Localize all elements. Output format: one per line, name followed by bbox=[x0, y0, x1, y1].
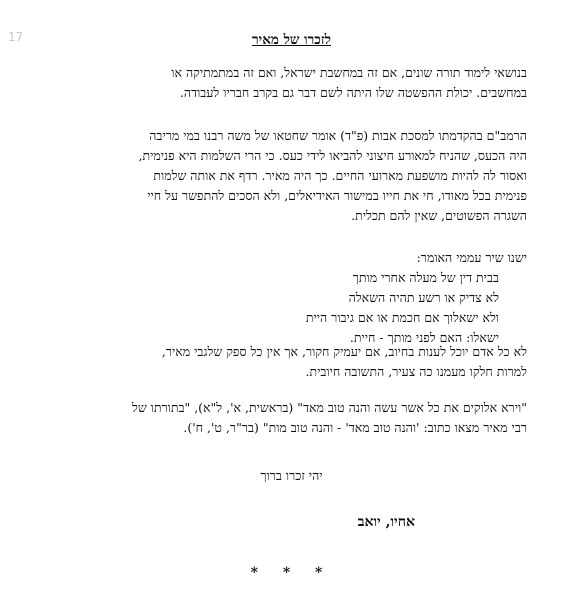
text-line: השגרה הפשוטים, שאין להם תכלית. bbox=[351, 208, 527, 223]
page-title: לזכרו של מאיר bbox=[252, 32, 331, 48]
text-line: בנושאי לימוד תורה שונים, אם זה במחשבת ישראל, ואם זה במתמתיקה או bbox=[171, 65, 527, 80]
paragraph-answer bbox=[37, 342, 527, 382]
text-line: היה הכעס, שהניח למאורע חיצוני להביאו לידי כעס. כי הרי השלמות היא פנימית, bbox=[138, 148, 527, 163]
poem-line: ולא ישאלוך אם חכמת או אם גיבור היית bbox=[305, 310, 499, 325]
poem-line: לא צדיק או רשע תהיה השאלה bbox=[348, 290, 499, 305]
poem-intro bbox=[37, 248, 527, 268]
text-line: הרמב"ם בהקדמתו למסכת אבות (פ"ד) אומר שחטאו של משה רבנו במי מריבה bbox=[149, 128, 527, 143]
closing-blessing: יהי זכרו ברוך bbox=[260, 468, 323, 483]
text-line: לא כל אדם יוכל לענות בחיוב, אם יעמיק חקור, אך אין כל ספק שלגבי מאיר, bbox=[161, 344, 527, 359]
poem-line: ישאלו: האם לפני מותך - חיית. bbox=[349, 330, 499, 345]
section-separator: * * * bbox=[250, 565, 333, 581]
paragraph-intro bbox=[37, 63, 527, 103]
text-line: פנימית בכל מאודו, חי את חייו במישור האידיאלים, ולא הסכים להתפשר על חיי bbox=[147, 188, 527, 203]
text-line: במחשבים. יכולת ההפשטה שלו היתה לשם דבר גם בקרב חבריו לעבודה. bbox=[179, 85, 527, 100]
text-line: ואסור לה להיות מושפעת מארועי החיים. כך היה מאיר. רדף את אותה שלמות bbox=[153, 168, 527, 183]
text-line: למרות חלקו מעמנו כה צעיר, התשובה חיובית. bbox=[305, 364, 527, 379]
page-number: 17 bbox=[8, 30, 24, 44]
text-line: רבי מאיר מצאו כתוב: 'והנה טוב מאד' - והנה טוב מות" (בר"ר, ט', ח'). bbox=[183, 420, 527, 435]
paragraph-rambam bbox=[37, 126, 527, 226]
signature: אחיו, יואב bbox=[357, 514, 415, 530]
folk-poem bbox=[39, 268, 499, 348]
paragraph-quote bbox=[37, 398, 527, 438]
poem-line: בבית דין של מעלה אחרי מותך bbox=[352, 270, 499, 285]
text-line: ישנו שיר עממי האומר: bbox=[416, 250, 527, 265]
text-line: "וירא אלוקים את כל אשר עשה והנה טוב מאד" (בראשית, א', ל"א), "בתורתו של bbox=[132, 400, 527, 415]
